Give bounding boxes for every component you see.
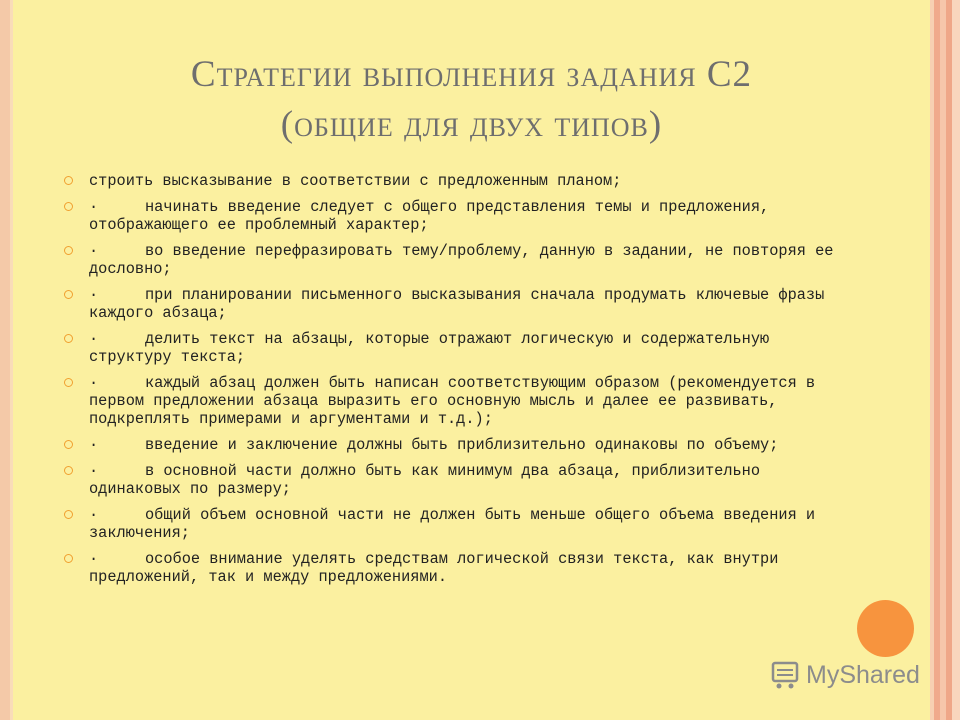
title-line-2: (общие для двух типов)	[280, 104, 663, 145]
list-item	[65, 198, 855, 234]
right-border-stripes	[930, 0, 960, 720]
middle-dot: ·	[89, 198, 99, 216]
bullet-text: в основной части должно быть как минимум два абзаца, приблизительно одинаковых по размеру;	[89, 462, 761, 498]
list-item	[65, 550, 855, 586]
bullet-circle-icon	[64, 466, 73, 475]
myshared-watermark	[770, 657, 930, 693]
list-item	[65, 436, 855, 454]
bullet-text: начинать введение следует с общего представления темы и предложения, отображающего ее проблемный характер;	[89, 198, 770, 234]
list-item	[65, 330, 855, 366]
bullet-circle-icon	[64, 176, 73, 185]
bullet-circle-icon	[64, 202, 73, 211]
bullet-text: строить высказывание в соответствии с предложенным планом;	[89, 172, 622, 190]
bullet-text: введение и заключение должны быть приблизительно одинаковы по объему;	[145, 436, 779, 454]
middle-dot: ·	[89, 506, 99, 524]
middle-dot: ·	[89, 374, 99, 392]
bullet-text: особое внимание уделять средствам логической связи текста, как внутри предложений, так и между предложениями.	[89, 550, 779, 586]
decorative-orange-circle	[857, 600, 914, 657]
bullet-text: во введение перефразировать тему/проблему, данную в задании, не повторяя ее дословно;	[89, 242, 834, 278]
list-item	[65, 506, 855, 542]
middle-dot: ·	[89, 330, 99, 348]
list-item	[65, 172, 855, 190]
bullet-circle-icon	[64, 290, 73, 299]
bullet-text: общий объем основной части не должен быть меньше общего объема введения и заключения;	[89, 506, 816, 542]
middle-dot: ·	[89, 242, 99, 260]
middle-dot: ·	[89, 286, 99, 304]
middle-dot: ·	[89, 550, 99, 568]
bullet-circle-icon	[64, 440, 73, 449]
list-item	[65, 242, 855, 278]
slide-title	[13, 50, 930, 150]
bullet-list	[65, 172, 855, 594]
list-item	[65, 374, 855, 428]
watermark-text: MyShared	[806, 660, 920, 689]
bullet-text: делить текст на абзацы, которые отражают логическую и содержательную структуру текста;	[89, 330, 770, 366]
bullet-circle-icon	[64, 334, 73, 343]
middle-dot: ·	[89, 462, 99, 480]
left-border-strip	[0, 0, 10, 720]
bullet-text: при планировании письменного высказывания сначала продумать ключевые фразы каждого абзаца;	[89, 286, 825, 322]
list-item	[65, 462, 855, 498]
bullet-circle-icon	[64, 246, 73, 255]
bullet-circle-icon	[64, 378, 73, 387]
title-line-1: Стратегии выполнения задания С2	[190, 54, 753, 95]
bullet-text: каждый абзац должен быть написан соответствующим образом (рекомендуется в первом предложении абзаца выразить его основную мысль и далее ее развивать, подкреплять примерами и аргументами и т.д.);	[89, 374, 816, 428]
middle-dot: ·	[89, 436, 99, 454]
cart-icon	[770, 660, 800, 690]
bullet-circle-icon	[64, 554, 73, 563]
slide	[13, 0, 930, 720]
list-item	[65, 286, 855, 322]
bullet-circle-icon	[64, 510, 73, 519]
